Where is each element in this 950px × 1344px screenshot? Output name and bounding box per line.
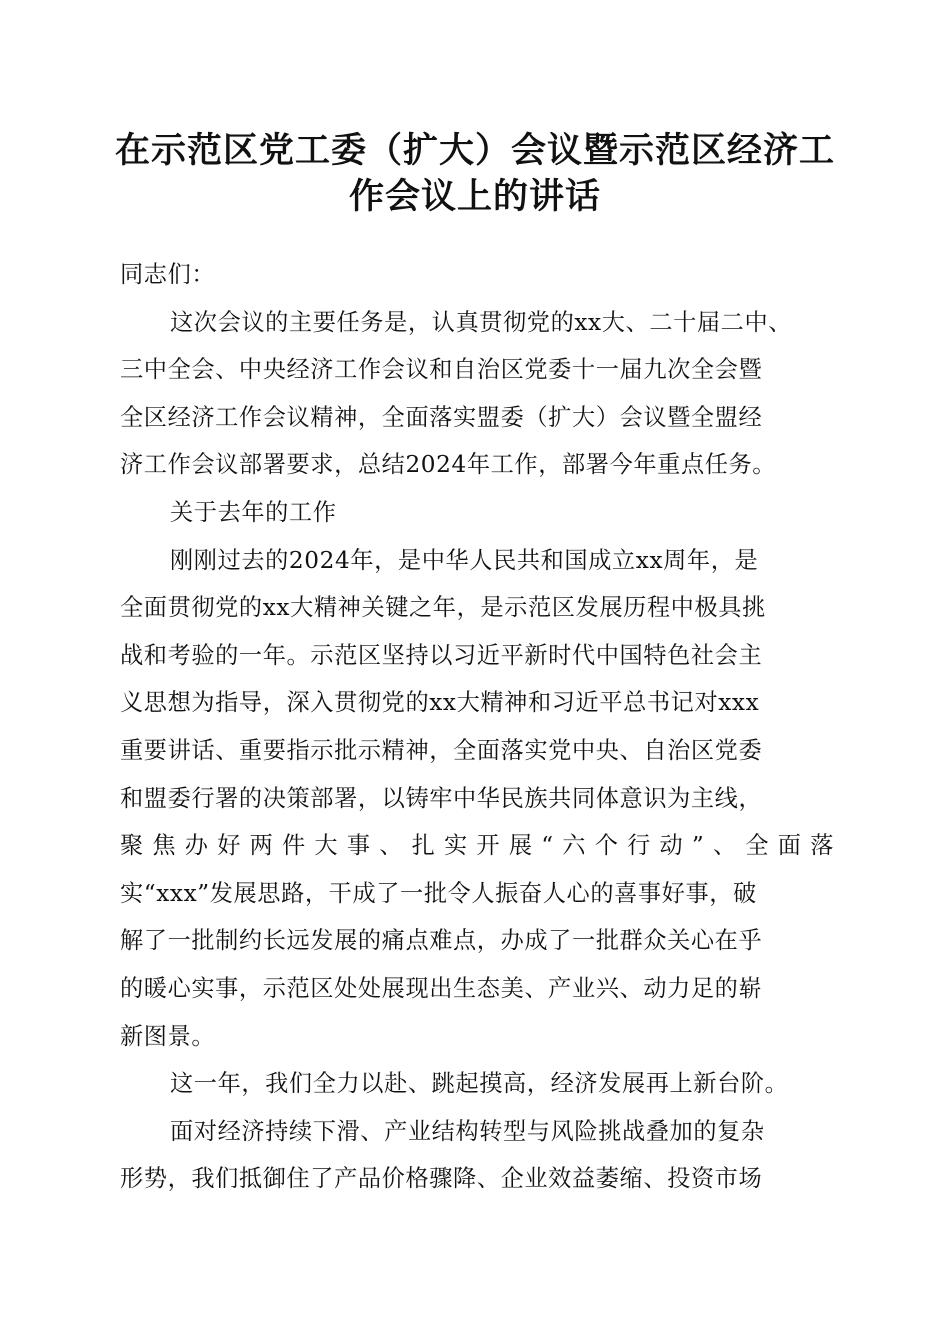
salutation: 同志们： [120, 261, 216, 288]
document-title [110, 128, 840, 220]
paragraph-line: 新图景。 [120, 1022, 216, 1050]
paragraph-line: 战和考验的一年。示范区坚持以习近平新时代中国特色社会主 [120, 641, 763, 669]
paragraph-line: 面对经济持续下滑、产业结构转型与风险挑战叠加的复杂 [170, 1117, 765, 1145]
paragraph-line: 形势，我们抵御住了产品价格骤降、企业效益萎缩、投资市场 [120, 1165, 763, 1193]
paragraph-line: 刚刚过去的2024年，是中华人民共和国成立xx周年，是 [170, 546, 759, 574]
paragraph-line: 实“xxx”发展思路，干成了一批令人振奋人心的喜事好事，破 [120, 879, 757, 907]
document-body [120, 251, 834, 1203]
paragraph-line: 重要讲话、重要指示批示精神，全面落实党中央、自治区党委 [120, 736, 763, 764]
section-heading: 关于去年的工作 [170, 498, 337, 526]
title-line-1: 在示范区党工委（扩大）会议暨示范区经济工 [114, 130, 835, 171]
paragraph-line: 聚焦办好两件大事、扎实开展“六个行动”、全面落 [120, 832, 834, 860]
paragraph-line: 这次会议的主要任务是，认真贯彻党的xx大、二十届二中、 [170, 308, 793, 336]
paragraph-line: 三中全会、中央经济工作会议和自治区党委十一届九次全会暨 [120, 356, 763, 384]
title-line-2: 作会议上的讲话 [348, 176, 601, 217]
paragraph-line: 和盟委行署的决策部署，以铸牢中华民族共同体意识为主线， [120, 784, 763, 812]
paragraph-line: 的暖心实事，示范区处处展现出生态美、产业兴、动力足的崭 [120, 974, 763, 1002]
paragraph-line: 全面贯彻党的xx大精神关键之年，是示范区发展历程中极具挑 [120, 594, 766, 622]
paragraph-line: 这一年，我们全力以赴、跳起摸高，经济发展再上新台阶。 [170, 1070, 789, 1098]
paragraph-line: 济工作会议部署要求，总结2024年工作，部署今年重点任务。 [120, 451, 777, 479]
paragraph-line: 义思想为指导，深入贯彻党的xx大精神和习近平总书记对xxx [120, 689, 760, 717]
paragraph-line: 解了一批制约长远发展的痛点难点，办成了一批群众关心在乎 [120, 927, 763, 955]
paragraph-line: 全区经济工作会议精神，全面落实盟委（扩大）会议暨全盟经 [120, 403, 763, 431]
